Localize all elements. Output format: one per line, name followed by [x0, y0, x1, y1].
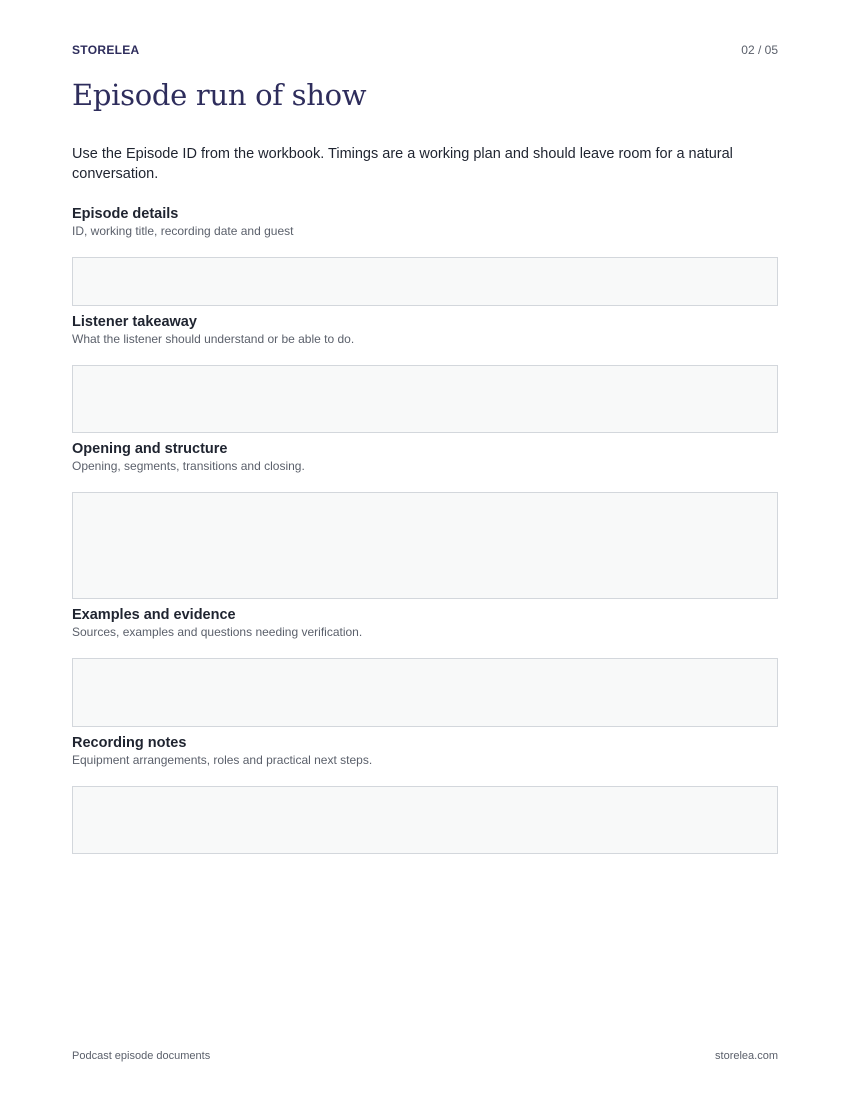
page-title: Episode run of show [72, 78, 367, 112]
opening-structure-field[interactable] [72, 492, 778, 599]
section-examples-evidence [72, 606, 778, 640]
section-label: Recording notes [72, 735, 187, 751]
section-episode-details [72, 205, 778, 239]
section-label: Episode details [72, 206, 179, 222]
footer-website: storelea.com [715, 1050, 778, 1062]
section-listener-takeaway [72, 313, 778, 347]
brand-name: STORELEA [72, 43, 140, 57]
section-hint: ID, working title, recording date and guest [72, 224, 294, 238]
section-hint: Opening, segments, transitions and closing. [72, 459, 305, 473]
intro-text: Use the Episode ID from the workbook. Timings are a working plan and should leave room for a natural conversation. [72, 146, 733, 182]
page-header [72, 43, 778, 59]
episode-details-field[interactable] [72, 257, 778, 306]
recording-notes-field[interactable] [72, 786, 778, 854]
section-recording-notes [72, 734, 778, 768]
footer-document-name: Podcast episode documents [72, 1050, 211, 1062]
section-hint: Sources, examples and questions needing verification. [72, 625, 363, 639]
section-opening-structure [72, 440, 778, 474]
section-label: Opening and structure [72, 441, 228, 457]
section-hint: What the listener should understand or be able to do. [72, 332, 355, 346]
listener-takeaway-field[interactable] [72, 365, 778, 433]
examples-evidence-field[interactable] [72, 658, 778, 727]
section-hint: Equipment arrangements, roles and practical next steps. [72, 753, 373, 767]
section-label: Listener takeaway [72, 314, 197, 330]
section-label: Examples and evidence [72, 607, 236, 623]
document-page [72, 0, 778, 1100]
page-number: 02 / 05 [741, 43, 778, 57]
